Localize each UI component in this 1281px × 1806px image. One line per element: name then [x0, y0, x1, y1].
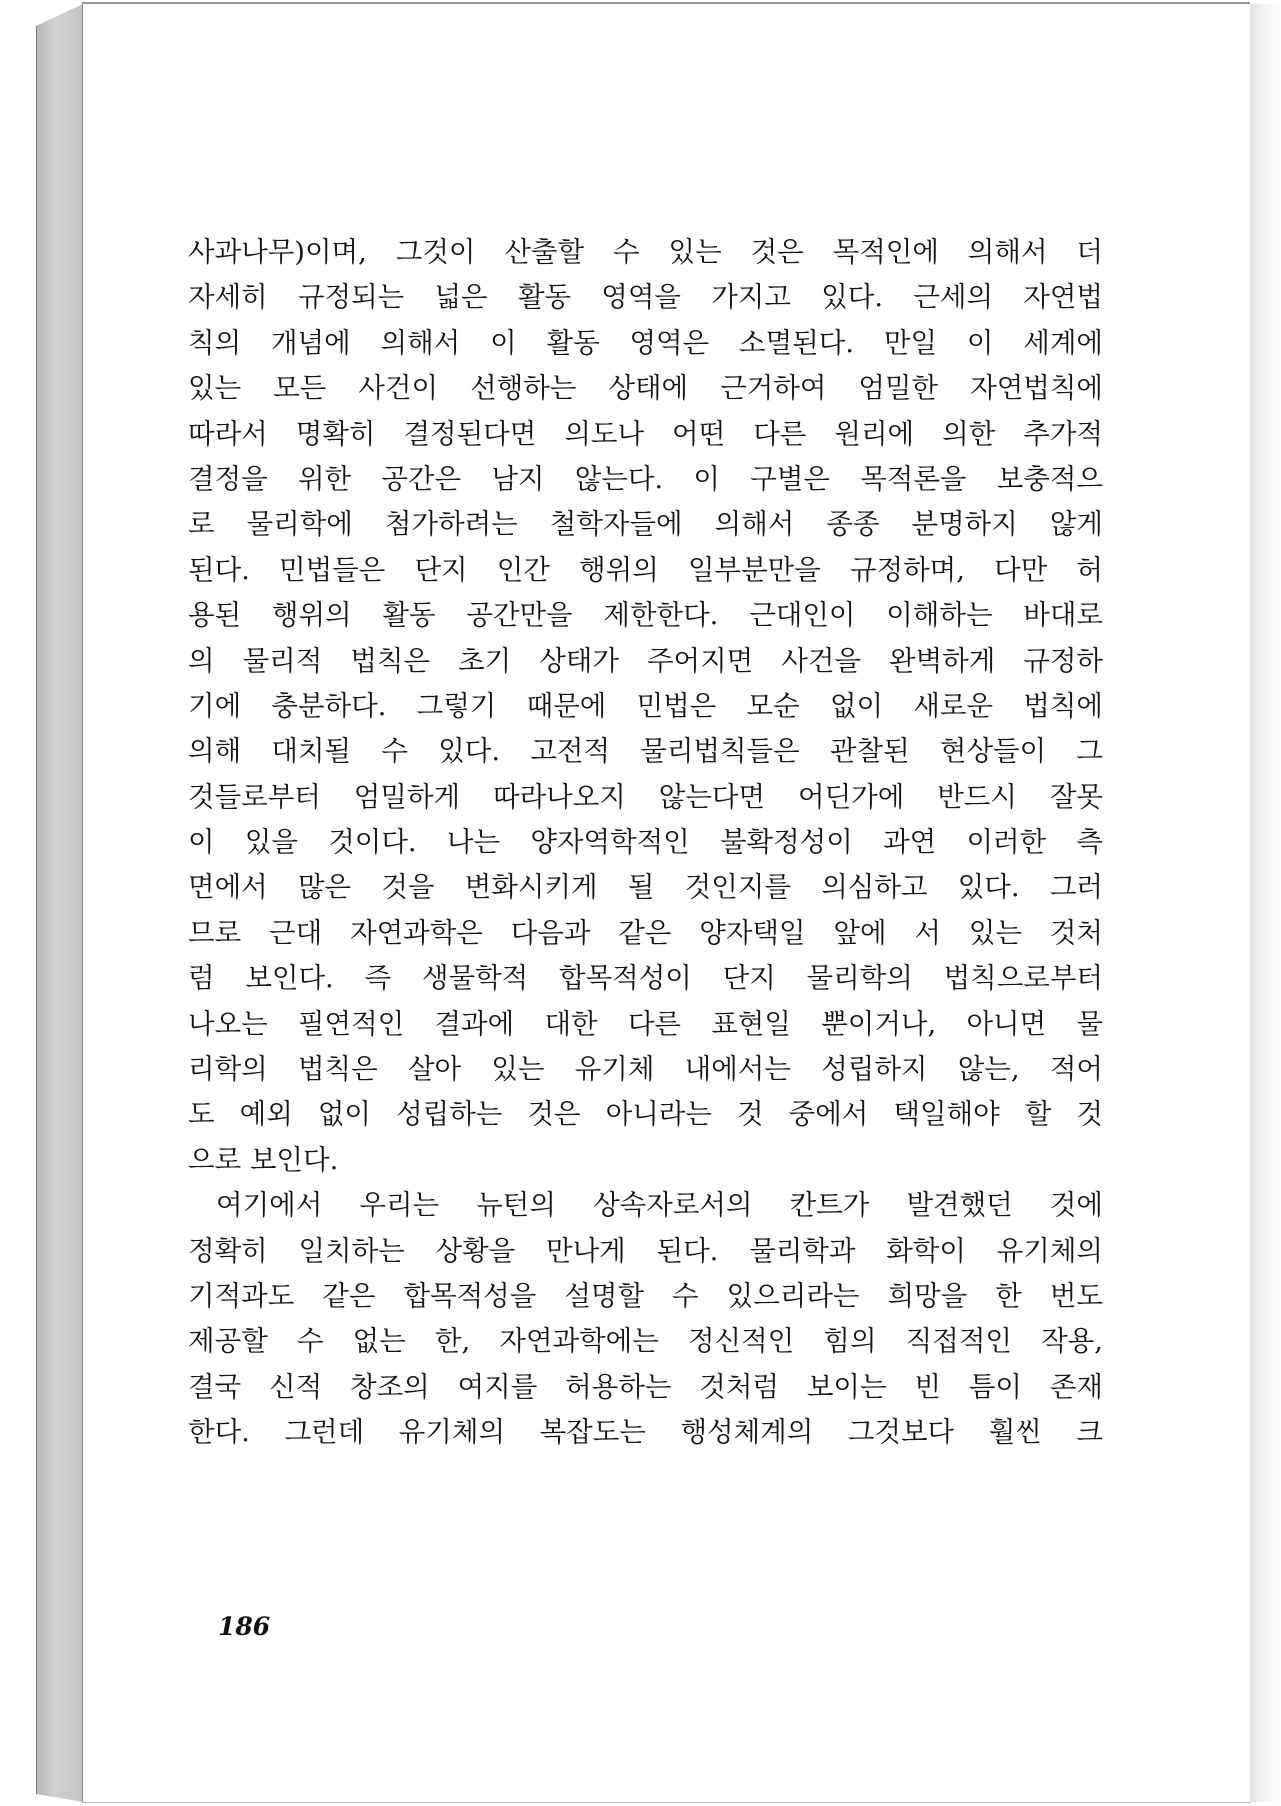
text-line: 것들로부터 엄밀하게 따라나오지 않는다면 어딘가에 반드시 잘못: [188, 780, 1103, 813]
text-line: 로 물리학에 첨가하려는 철학자들에 의해서 종종 분명하지 않게: [188, 508, 1103, 541]
text-line: 기에 충분하다. 그렇기 때문에 민법은 모순 없이 새로운 법칙에: [188, 689, 1103, 722]
text-line: 결국 신적 창조의 여지를 허용하는 것처럼 보이는 빈 틈이 존재: [188, 1370, 1103, 1403]
text-line: 용된 행위의 활동 공간만을 제한한다. 근대인이 이해하는 바대로: [188, 599, 1103, 632]
text-line: 리학의 법칙은 살아 있는 유기체 내에서는 성립하지 않는, 적어: [188, 1053, 1103, 1086]
text-line: 이 있을 것이다. 나는 양자역학적인 불확정성이 과연 이러한 측: [188, 826, 1103, 859]
text-line: 따라서 명확히 결정된다면 의도나 어떤 다른 원리에 의한 추가적: [188, 417, 1103, 450]
body-text: [188, 230, 1103, 1456]
paragraph-first-line: 여기에서 우리는 뉴턴의 상속자로서의 칸트가 발견했던 것에: [216, 1189, 1103, 1222]
text-line: 기적과도 같은 합목적성을 설명할 수 있으리라는 희망을 한 번도: [188, 1279, 1103, 1312]
text-line: 럼 보인다. 즉 생물학적 합목적성이 단지 물리학의 법칙으로부터: [188, 962, 1103, 995]
text-line: 의해 대치될 수 있다. 고전적 물리법칙들은 관찰된 현상들이 그: [188, 735, 1103, 768]
text-line: 칙의 개념에 의해서 이 활동 영역은 소멸된다. 만일 이 세계에: [188, 326, 1103, 359]
text-line: 한다. 그런데 유기체의 복잡도는 행성체계의 그것보다 훨씬 크: [188, 1416, 1103, 1449]
text-line: 된다. 민법들은 단지 인간 행위의 일부분만을 규정하며, 다만 허: [188, 553, 1103, 586]
text-line: 므로 근대 자연과학은 다음과 같은 양자택일 앞에 서 있는 것처: [188, 916, 1103, 949]
text-line: 자세히 규정되는 넓은 활동 영역을 가지고 있다. 근세의 자연법: [188, 281, 1103, 314]
text-line: 의 물리적 법칙은 초기 상태가 주어지면 사건을 완벽하게 규정하: [188, 644, 1103, 677]
text-line: 사과나무)이며, 그것이 산출할 수 있는 것은 목적인에 의해서 더: [188, 236, 1103, 268]
text-line: 결정을 위한 공간은 남지 않는다. 이 구별은 목적론을 보충적으: [188, 462, 1103, 495]
text-line: 정확히 일치하는 상황을 만나게 된다. 물리학과 화학이 유기체의: [188, 1234, 1103, 1267]
page-right-shadow: [1250, 4, 1281, 1802]
text-line: 있는 모든 사건이 선행하는 상태에 근거하여 엄밀한 자연법칙에: [188, 372, 1103, 405]
text-line: 도 예외 없이 성립하는 것은 아니라는 것 중에서 택일해야 할 것: [188, 1098, 1103, 1131]
text-line: 면에서 많은 것을 변화시키게 될 것인지를 의심하고 있다. 그러: [188, 871, 1103, 904]
text-line: 나오는 필연적인 결과에 대한 다른 표현일 뿐이거나, 아니면 물: [188, 1007, 1103, 1040]
text-line: 제공할 수 없는 한, 자연과학에는 정신적인 힘의 직접적인 작용,: [188, 1325, 1103, 1358]
book-spine: [36, 4, 83, 1802]
page-number: 186: [218, 1612, 271, 1641]
text-line: 으로 보인다.: [188, 1143, 339, 1176]
